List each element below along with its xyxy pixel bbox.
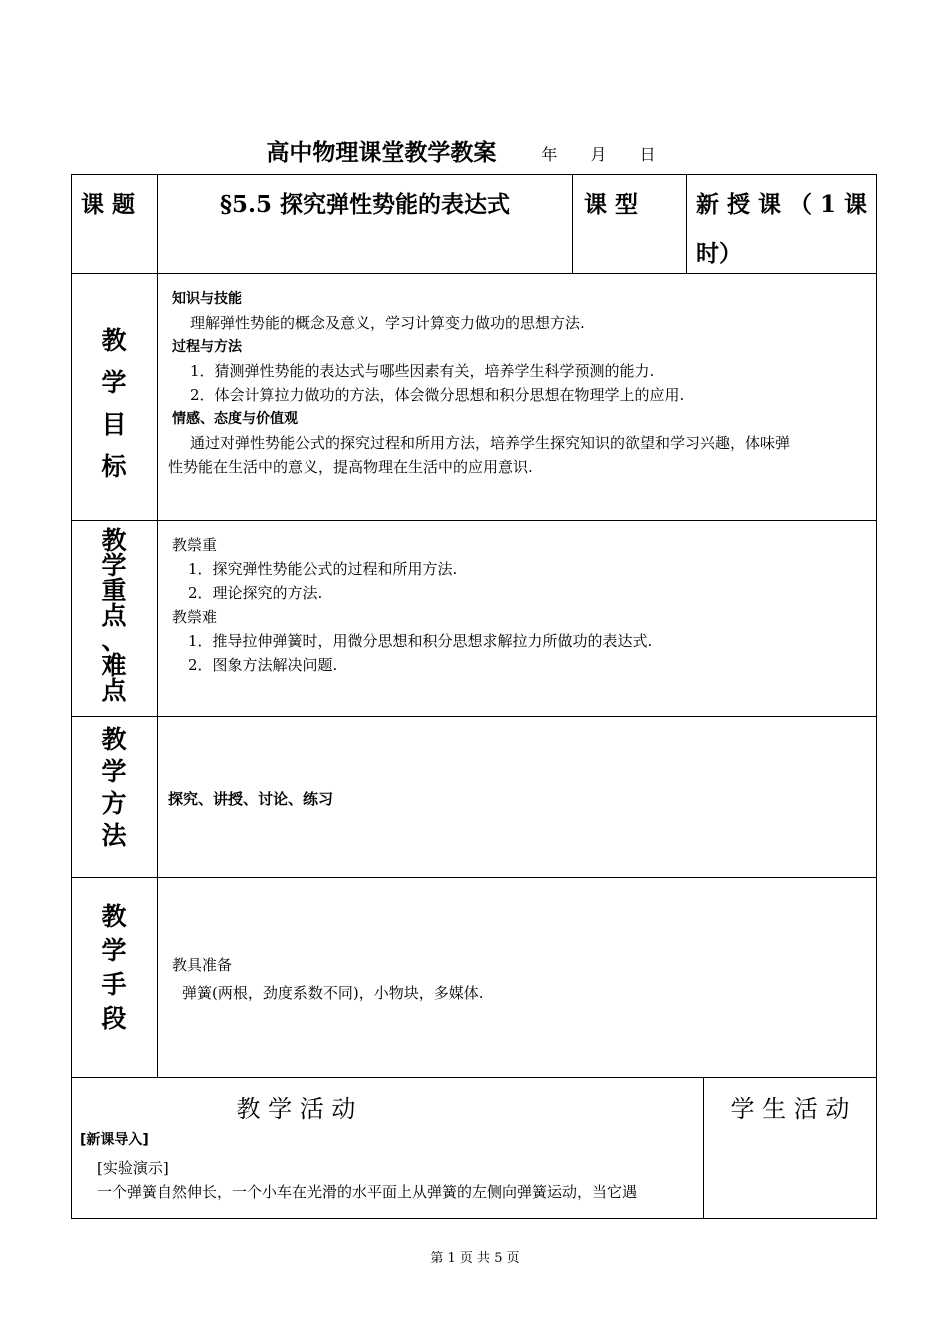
table-row-divider	[71, 1077, 877, 1078]
means-label: 教 学 手 段	[101, 902, 127, 1033]
demo-text: 一个弹簧自然伸长，一个小车在光滑的水平面上从弹簧的左侧向弹簧运动，当它遇	[97, 1183, 638, 1201]
difficulty-title: 教禜难	[172, 608, 218, 626]
focus-title: 教禜重	[172, 536, 218, 554]
date-month: 月	[590, 145, 607, 164]
page-title	[0, 134, 950, 167]
attitude-values-title: 情感、态度与价值观	[172, 411, 298, 427]
attitude-values-text: 性势能在生活中的意义，提高物理在生活中的应用意识.	[168, 458, 533, 476]
table-row-divider	[71, 716, 877, 717]
process-method-item: 2．体会计算拉力做功的方法，体会微分思想和积分思想在物理学上的应用.	[190, 386, 685, 404]
teacher-activity-header: 教 学 活 动	[236, 1095, 356, 1123]
methods-text: 探究、讲授、讨论、练习	[168, 790, 334, 808]
focus-item: 1．探究弹性势能公式的过程和所用方法.	[188, 560, 458, 578]
topic-label: 课 题	[81, 191, 136, 218]
demo-title: [实验演示]	[97, 1159, 169, 1177]
type-value-line2: 时）	[696, 240, 742, 267]
means-text: 弹簧(两根，劲度系数不同)，小物块，多媒体.	[182, 984, 484, 1002]
table-border-right	[876, 174, 877, 1219]
keypoints-label: 教 学 重 点 、 难 点	[101, 526, 127, 705]
table-col-divider	[572, 174, 573, 274]
attitude-values-text: 通过对弹性势能公式的探究过程和所用方法，培养学生探究知识的欲望和学习兴趣，体味弹	[190, 434, 791, 452]
table-col-divider	[157, 174, 158, 1078]
means-title: 教具准备	[172, 956, 233, 974]
difficulty-item: 2．图象方法解决问题.	[188, 656, 338, 674]
table-col-divider	[686, 174, 687, 274]
focus-item: 2．理论探究的方法.	[188, 584, 323, 602]
student-activity-header: 学 生 活 动	[730, 1095, 850, 1123]
table-row-divider	[71, 273, 877, 274]
date-day: 日	[639, 145, 656, 164]
difficulty-item: 1．推导拉伸弹簧时，用微分思想和积分思想求解拉力所做功的表达式.	[188, 632, 653, 650]
knowledge-skills-text: 理解弹性势能的概念及意义，学习计算变力做功的思想方法.	[190, 314, 585, 332]
table-border-bottom	[71, 1218, 877, 1219]
type-value-line1: 新 授 课 （ 1 课	[696, 191, 868, 218]
document-title: 高中物理课堂教学教案	[266, 139, 497, 166]
table-border-top	[71, 174, 877, 175]
table-row-divider	[71, 877, 877, 878]
page-footer: 第 1 页 共 5 页	[430, 1251, 520, 1266]
process-method-title: 过程与方法	[172, 339, 242, 355]
means-content	[172, 953, 862, 1005]
activities-content	[80, 1128, 700, 1204]
date-year: 年	[541, 145, 558, 164]
topic-value: §5.5 探究弹性势能的表达式	[219, 191, 511, 218]
intro-title: [新课导入]	[80, 1132, 149, 1148]
methods-label: 教 学 方 法	[101, 725, 127, 850]
table-row-divider	[71, 520, 877, 521]
process-method-item: 1．猜测弹性势能的表达式与哪些因素有关，培养学生科学预测的能力.	[190, 362, 655, 380]
objectives-label: 教 学 目 标	[101, 326, 127, 481]
date-fields	[541, 145, 683, 164]
objectives-content	[168, 287, 868, 479]
knowledge-skills-title: 知识与技能	[172, 291, 242, 307]
type-label: 课 型	[584, 191, 639, 218]
keypoints-content	[172, 533, 862, 677]
